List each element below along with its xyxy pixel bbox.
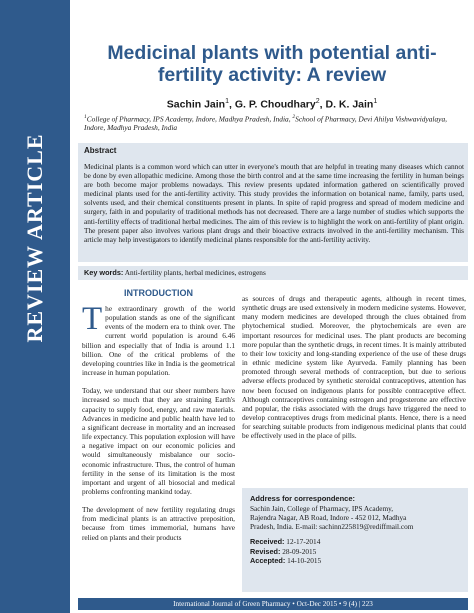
revised-value: 28-09-2015: [280, 546, 317, 556]
received-date: [250, 537, 460, 546]
received-label: Received:: [250, 537, 285, 547]
accepted-label: Accepted:: [250, 556, 286, 566]
body-paragraph: as sources of drugs and therapeutic agents, although in recent times, synthetic drugs are used extensively in modern medicine systems. However, many modern medicines are developed through the clues obtained from phytochemical studied. Moreover, the phytochemicals are even are important resources for medicinal uses. The plant products are becoming more popular than the synthetic drugs, in recent times. It is mainly attributed to their low toxicity and long-standing experience of the use of these drugs in ethnic medicine system like Ayurveda. Family planning has been promoted through several methods of contraception, but due to serious adverse effects produced by synthetic steroidal contraceptives, attention has now been focused on indigenous plants for possible contraceptive effect. Although contraceptives containing estrogen and progesterone are effective and popular, the risks associated with the drugs have triggered the need to develop contraceptives drugs from medicinal plants. Hence, there is a need for searching suitable products from indigenous medicinal plants that could be effectively used in the place of pills.: [242, 294, 466, 441]
body-paragraph: Today, we understand that our sheer numbers have increased so much that they are straining Earth's capacity to supply food, energy, and raw materials. Advances in medicine and public health have led to a significant decrease in mortality and an increased life expectancy. This population explosion will have a negative impact on our economic policies and would simultaneously misbalance our socio-economic infrastructure. Thus, the control of human fertility in the sense of its limitation is the most important and urgent of all biosocial and medical problems confronting mankind today.: [82, 386, 235, 496]
accepted-date: [250, 556, 460, 565]
accepted-value: 14-10-2015: [285, 556, 322, 566]
correspondence-line: Pradesh, India. E-mail: sachinn225819@rediffmail.com: [250, 522, 414, 532]
article-dates: [250, 537, 460, 565]
revised-date: [250, 547, 460, 556]
journal-footer: International Journal of Green Pharmacy • Oct-Dec 2015 • 9 (4) | 223: [173, 600, 373, 608]
abstract-heading: Abstract: [84, 146, 117, 155]
paragraph-text: he extraordinary growth of the world population stands as one of the significant events of the modern era to think over. The current world population is around 6.46 billion and especially that of India is around 1.1 billion. One of the critical problems of the developing countries like in India is the geometrical increase in human population.: [82, 304, 235, 378]
author-name: , D. K. Jain: [319, 98, 374, 111]
affil-text: College of Pharmacy, IPS Academy, Indore, Madhya Pradesh, India,: [86, 114, 293, 124]
received-value: 12-17-2014: [284, 537, 321, 547]
section-heading-introduction: INTRODUCTION: [124, 288, 193, 298]
body-paragraph: [82, 301, 235, 378]
abstract-text: Medicinal plants is a common word which can utter in everyone's mouth that are helpful in treating many diseases which cannot be done by even allopathic medicine. Among those the birth control and at the same time increasing the fertility in human beings are both become major problems nowadays. This review presents updated information gathered on scientifically proved medicinal plants used for the anti-fertility activity. This study provides the information on botanical name, family, parts used, solvents used, and their chemical constituents present in plants. In spite of rapid progress and spread of modern medicine and surgery, faith in and popularity of traditional methods has not decreased. There are a large number of studies which supports the anti-fertility effects of traditional herbal medicines. The aim of this review is to highlight the work on anti-fertility of plant origin. The present paper also involves various plant drugs and their bioactive extracts involved in the anti-fertility mechanism. This article may help investigators to identify medicinal plants responsible for the anti-fertility activity.: [84, 162, 464, 244]
correspondence-panel: [242, 488, 468, 592]
left-column: [82, 288, 235, 551]
affil-mark: 1: [84, 114, 87, 120]
right-column: [242, 294, 466, 450]
body-paragraph: The development of new fertility regulating drugs from medicinal plants is an attractive preposition, because from times immemorial, humans have relied on plants and their products: [82, 505, 235, 542]
keywords-panel: [78, 266, 468, 280]
article-title: Medicinal plants with potential anti-fertility activity: A review: [107, 42, 437, 86]
author-line: [78, 98, 466, 111]
correspondence-line: Sachin Jain, College of Pharmacy, IPS Academy,: [250, 504, 394, 513]
drop-cap: T: [82, 301, 103, 337]
author-affil-mark: 1: [373, 98, 378, 105]
correspondence-line: Rajendra Nagar, AB Road, Indore - 452 012, Madhya: [250, 513, 407, 523]
author-affil-mark: 2: [315, 98, 320, 105]
keywords-text: Anti-fertility plants, herbal medicines, estrogens: [123, 268, 266, 277]
affil-mark: 2: [292, 114, 296, 120]
author-name: Sachin Jain: [166, 98, 226, 111]
correspondence-heading: Address for correspondence:: [250, 494, 356, 503]
revised-label: Revised:: [250, 546, 281, 556]
author-affil-mark: 1: [225, 98, 229, 105]
keywords-label: Key words:: [84, 268, 124, 277]
affiliations: [84, 113, 464, 132]
affil-text: School of Pharmacy, Devi Ahilya Vishwavidyalaya, Indore, Madhya Pradesh, India: [84, 114, 447, 133]
journal-sidebar: [0, 0, 70, 613]
article-type-label: REVIEW ARTICLE: [22, 133, 47, 343]
author-name: , G. P. Choudhary: [229, 98, 316, 111]
